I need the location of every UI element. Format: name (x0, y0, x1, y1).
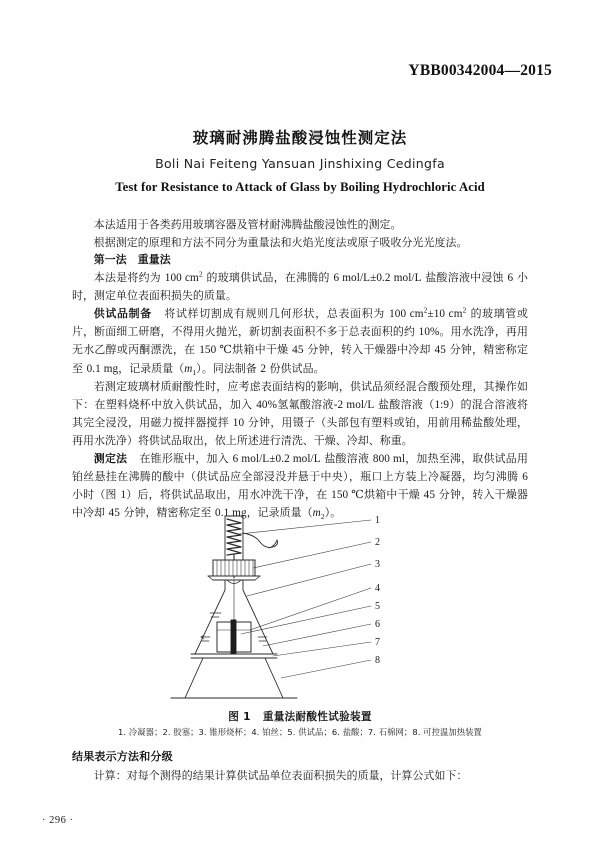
test-specimen (217, 620, 251, 654)
apparatus-diagram-svg (155, 512, 445, 708)
figure-caption-number: 图 1 (228, 711, 251, 723)
scope-line-2: 根据测定的原理和方法不同分为重量法和火焰光度法或原子吸收分光光度法。 (93, 235, 468, 249)
callout-7: 7 (375, 637, 380, 648)
callout-1: 1 (375, 515, 380, 526)
heating-device (171, 658, 297, 698)
title-block (0, 128, 600, 195)
results-section (72, 748, 528, 785)
principle-paragraph: 本法是将约为 100 $cm^2$ 的玻璃供试品，在沸腾的 6 mol/L±0.2 mol/L 盐酸溶液中浸蚀 6 小时，测定单位表面积损失的质量。 (72, 269, 528, 303)
procedure-label: 测定法 (93, 451, 128, 465)
condenser-coil (227, 519, 241, 555)
figure-caption-text: 重量法耐酸性试验装置 (262, 711, 372, 723)
standard-code: YBB00342004—2015 (408, 62, 552, 79)
callout-4: 4 (375, 583, 380, 594)
apparatus-figure (0, 512, 600, 708)
figure-legend: 1. 冷凝器；2. 胶塞；3. 锥形烧杯；4. 铂丝；5. 供试品；6. 盐酸；7. 石棉网；8. 可控温加热装置 (118, 727, 482, 737)
page-title-pinyin: Boli Nai Feiteng Yansuan Jinshixing Cedingfa (155, 156, 445, 172)
page-title-english: Test for Resistance to Attack of Glass by Boiling Hydrochloric Acid (115, 180, 485, 195)
callout-5: 5 (375, 601, 380, 612)
method-one-heading: 第一法 重量法 (93, 253, 171, 267)
results-calc-line: 计算：对每个测得的结果计算供试品单位表面积损失的质量，计算公式如下： (93, 769, 468, 782)
sample-preparation-label: 供试品制备 (93, 307, 152, 321)
callout-6: 6 (375, 619, 380, 630)
callout-3: 3 (375, 559, 380, 570)
results-heading: 结果表示方法和分级 (72, 750, 173, 763)
pretreatment-paragraph: 若测定玻璃材质耐酸性时，应考虑表面结构的影响，供试品须经混合酸预处理，其操作如下：在塑料烧杯中放入供试品，加入 40%氢氟酸溶液-2 mol/L 盐酸溶液（1:9）的混合溶液将其完全浸没，用磁力搅拌器搅拌 10 分钟，用镊子（头部包有塑料或铂，用前用稀盐酸处理，再用水洗净）将供试品取出，依上所述进行清洗、干燥、冷却、称重。 (72, 380, 528, 447)
callout-2: 2 (375, 537, 380, 548)
scope-line-1: 本法适用于各类药用玻璃容器及管材耐沸腾盐酸浸蚀性的测定。 (93, 218, 402, 231)
sample-preparation-paragraph: 供试品制备 将试样切割成有规则几何形状，总表面积为 100 $cm^2\pm 10$ $cm^2$ 的玻璃管或片，断面细工研磨，不得用火抛光，新切割表面积不多于总表面积的约 10%。用水洗净，再用无水乙醇或丙酮漂洗，在 150 ℃烘箱中干燥 45 分钟，转入干燥器中冷却 45 分钟，精密称定至 0.1 mg，记录质量$(m_1)$。同法制备 2 份供试品。 (72, 305, 529, 377)
page-title-chinese: 玻璃耐沸腾盐酸浸蚀性测定法 (192, 129, 408, 147)
callout-8: 8 (375, 655, 380, 666)
body-text-column (72, 216, 528, 523)
figure-caption (0, 709, 600, 724)
procedure-paragraph: 测定法 在锥形瓶中，加入 6 mol/L±0.2 mol/L 盐酸溶液 800 ml，加热至沸，取供试品用铂丝悬挂在沸腾的酸中（供试品应全部浸没并悬于中央），瓶口上方装上冷凝器，均匀沸腾 6 小时（图 1）后，将供试品取出，用水冲洗干净，在 150 ℃烘箱中干燥 45 分钟，转入干燥器中冷却 45 分钟，精密称定至 0.1 mg，记录质量$(m_2)$。 (72, 451, 528, 522)
page-number: · 296 · (42, 815, 74, 826)
